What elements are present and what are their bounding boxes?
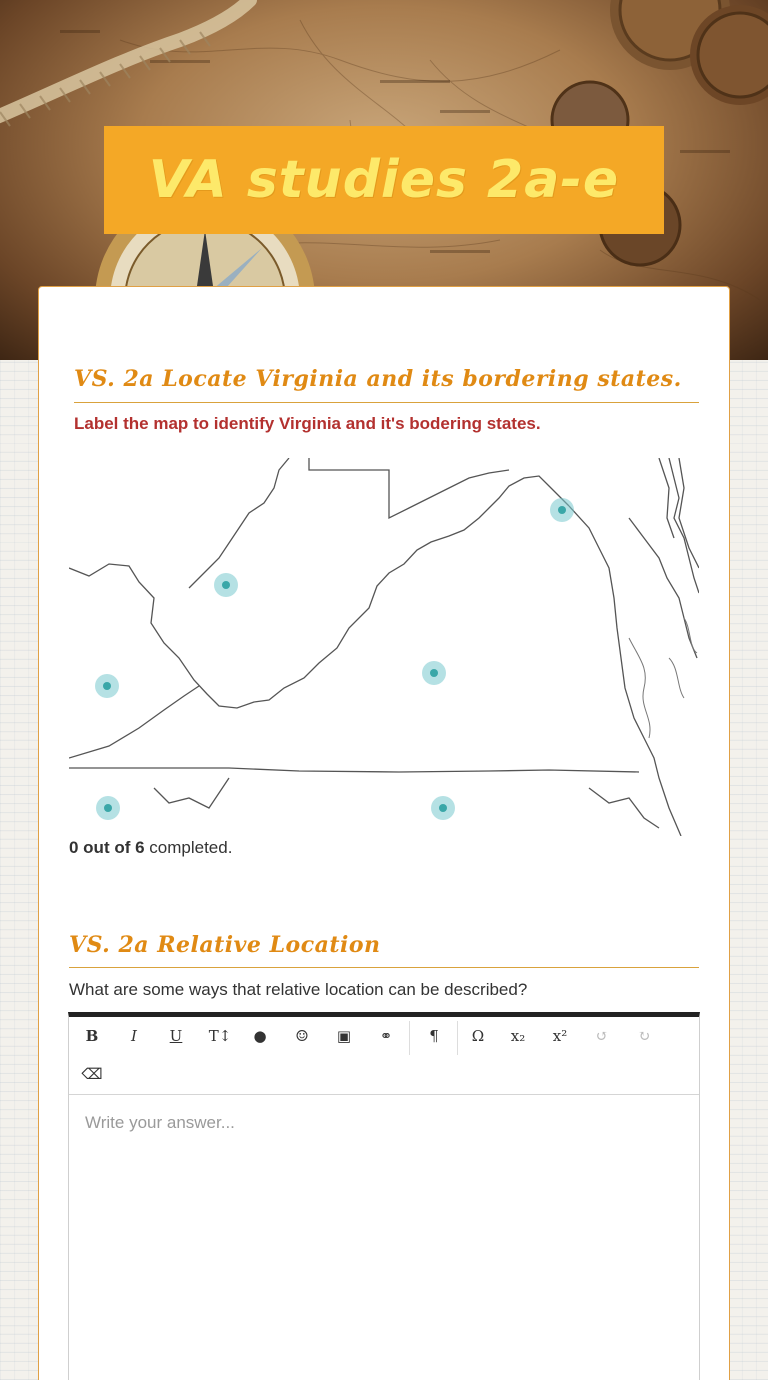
page-title-box [104,126,664,234]
page-title: VA studies 2a-e [148,150,620,210]
toolbar-separator [457,1021,458,1055]
progress-count: 0 out of 6 [69,838,145,857]
progress-status [69,838,232,858]
paragraph-direction-icon[interactable]: ¶ [429,1027,439,1045]
answer-input-placeholder[interactable]: Write your answer... [85,1113,235,1132]
section-title-locate-virginia: VS. 2a Locate Virginia and its bordering states. [74,366,682,392]
bold-button[interactable]: B [85,1027,99,1045]
clear-format-eraser-icon[interactable]: ⌫ [81,1065,103,1083]
superscript-button[interactable]: x² [552,1027,568,1045]
subscript-button[interactable]: x₂ [510,1027,526,1045]
question-text: What are some ways that relative location can be described? [69,980,528,999]
map-hotspot[interactable] [431,796,455,820]
link-icon[interactable]: ⚭ [379,1027,393,1045]
map-hotspot[interactable] [422,661,446,685]
section-divider [69,967,699,968]
toolbar-separator [409,1021,410,1055]
color-drop-icon[interactable]: ● [253,1027,267,1045]
section-title-relative-location: VS. 2a Relative Location [69,932,381,958]
underline-button[interactable]: U [169,1027,183,1045]
map-instruction: Label the map to identify Virginia and it's bodering states. [74,414,541,433]
map-hotspot[interactable] [96,796,120,820]
undo-icon[interactable]: ↺ [595,1027,609,1045]
virginia-map[interactable] [69,458,699,836]
redo-icon[interactable]: ↻ [637,1027,651,1045]
virginia-outline-map [69,458,699,836]
progress-suffix: completed. [144,838,233,857]
map-hotspot[interactable] [95,674,119,698]
map-hotspot[interactable] [214,573,238,597]
emoji-icon[interactable]: ☺ [295,1027,309,1045]
image-icon[interactable]: ▣ [336,1027,352,1045]
editor-toolbar [69,1017,699,1095]
rich-text-editor[interactable] [68,1012,700,1380]
italic-button[interactable]: I [131,1027,137,1045]
section-divider [74,402,699,403]
text-size-dropdown[interactable]: T↕ [208,1027,232,1045]
special-character-icon[interactable]: Ω [471,1027,485,1045]
map-hotspot[interactable] [550,498,574,522]
